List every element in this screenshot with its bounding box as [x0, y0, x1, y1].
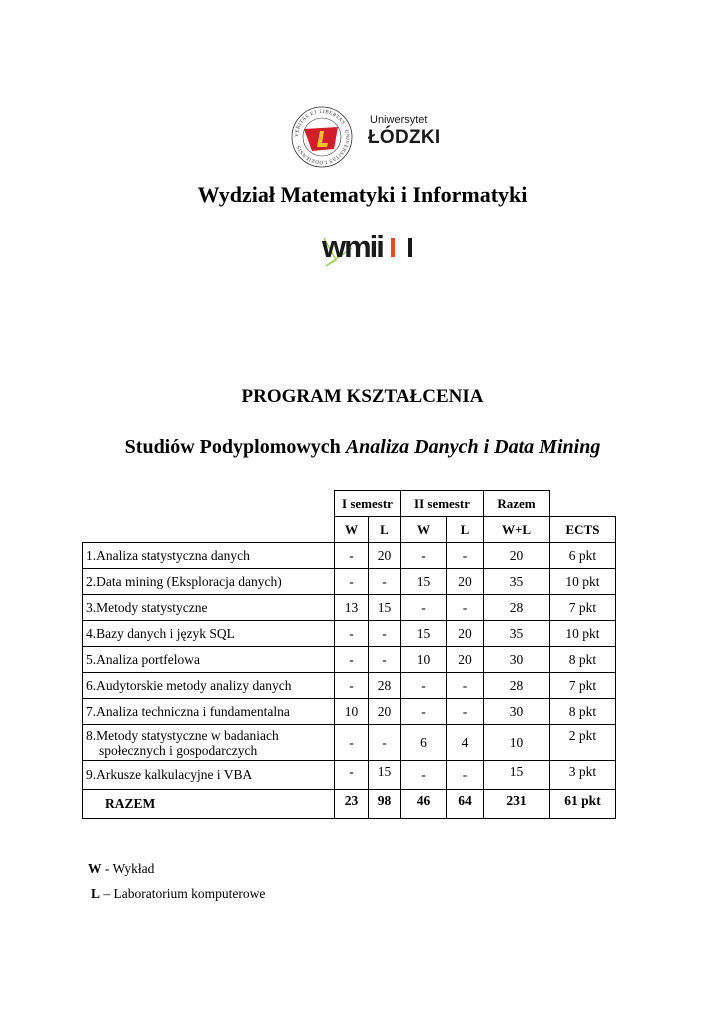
university-name-line2: ŁÓDZKI	[368, 127, 441, 148]
table-row	[83, 673, 616, 699]
wmii-logo-icon	[318, 226, 428, 270]
table-sub-header-row	[83, 517, 616, 543]
wmii-logo-text: wmii	[322, 229, 383, 264]
course-name: 5.Analiza portfelowa	[83, 647, 335, 673]
program-title: PROGRAM KSZTAŁCENIA	[241, 386, 484, 407]
header-semester-1: I semestr	[335, 491, 401, 517]
cell-s2-l: -	[447, 673, 484, 699]
header-w-plus-l: W+L	[484, 517, 550, 543]
cell-s2-l: 20	[447, 647, 484, 673]
course-name-line2: społecznych i gospodarczych	[99, 742, 258, 758]
cell-s2-l: 20	[447, 621, 484, 647]
cell-s2-l: 20	[447, 569, 484, 595]
curriculum-table	[82, 490, 616, 819]
cell-ects: 10 pkt	[550, 621, 616, 647]
table-group-header-row	[83, 491, 616, 517]
university-name-line1: Uniwersytet	[370, 114, 428, 126]
course-name: 7.Analiza techniczna i fundamentalna	[83, 699, 335, 725]
cell-ects: 8 pkt	[550, 699, 616, 725]
table-row	[83, 647, 616, 673]
cell-s2-w: 10	[401, 647, 447, 673]
cell-ects: 7 pkt	[550, 673, 616, 699]
cell-ects: 2 pkt	[550, 725, 616, 761]
faculty-title: Wydział Matematyki i Informatyki	[197, 182, 528, 207]
cell-s1-w: -	[335, 647, 369, 673]
cell-s1-w: -	[335, 725, 369, 761]
cell-s2-w: -	[401, 595, 447, 621]
table-row	[83, 761, 616, 790]
course-name: 3.Metody statystyczne	[83, 595, 335, 621]
cell-s2-w: -	[401, 699, 447, 725]
table-row	[83, 621, 616, 647]
cell-s1-w: -	[335, 673, 369, 699]
cell-total: 30	[484, 699, 550, 725]
table-row	[83, 569, 616, 595]
cell-s1-l: 20	[369, 543, 401, 569]
cell-total: 10	[484, 725, 550, 761]
cell-s1-l: -	[369, 569, 401, 595]
course-name-line1: 8.Metody statystyczne w badaniach	[86, 727, 279, 743]
header-s2-w: W	[401, 517, 447, 543]
cell-s2-l: 4	[447, 725, 484, 761]
cell-s2-l: -	[447, 595, 484, 621]
cell-s2-l: -	[447, 761, 484, 790]
cell-s1-w: -	[335, 569, 369, 595]
university-name	[368, 114, 441, 149]
table-row	[83, 595, 616, 621]
cell-total: 35	[484, 569, 550, 595]
cell-s1-w: 10	[335, 699, 369, 725]
header-s1-w: W	[335, 517, 369, 543]
table-row	[83, 725, 616, 761]
cell-s1-l: 15	[369, 595, 401, 621]
cell-s1-l: 28	[369, 673, 401, 699]
subtitle-regular: Studiów Podyplomowych	[124, 436, 346, 458]
legend-w-key: W	[88, 861, 102, 876]
seal-text: VERITAS ET LIBERTAS · UNIVERSITAS LODZIENSIS	[293, 108, 351, 166]
total-s2-l: 64	[447, 790, 484, 819]
cell-ects: 3 pkt	[550, 761, 616, 790]
cell-total: 35	[484, 621, 550, 647]
program-subtitle	[0, 436, 725, 459]
subtitle-italic: Analiza Danych i Data Mining	[345, 436, 601, 458]
university-seal-icon	[290, 105, 354, 169]
cell-s1-l: 20	[369, 699, 401, 725]
course-name: 9.Arkusze kalkulacyjne i VBA	[83, 761, 335, 790]
total-s2-w: 46	[401, 790, 447, 819]
course-name: 4.Bazy danych i język SQL	[83, 621, 335, 647]
cell-ects: 10 pkt	[550, 569, 616, 595]
cell-s2-l: -	[447, 699, 484, 725]
total-ects: 61 pkt	[550, 790, 616, 819]
cell-s2-w: -	[401, 543, 447, 569]
cell-s2-w: 15	[401, 569, 447, 595]
cell-s1-w: -	[335, 761, 369, 790]
cell-s2-l: -	[447, 543, 484, 569]
cell-s1-w: -	[335, 543, 369, 569]
cell-s2-w: -	[401, 673, 447, 699]
legend-l-text: – Laboratorium komputerowe	[100, 886, 266, 901]
cell-total: 28	[484, 595, 550, 621]
course-name: 2.Data mining (Eksploracja danych)	[83, 569, 335, 595]
header-semester-2: II semestr	[401, 491, 484, 517]
cell-ects: 8 pkt	[550, 647, 616, 673]
legend-l-key: L	[91, 886, 101, 901]
legend-laboratorium	[91, 886, 265, 902]
table-total-row	[83, 790, 616, 819]
total-s1-l: 98	[369, 790, 401, 819]
cell-s1-l: -	[369, 725, 401, 761]
cell-s2-w: 6	[401, 725, 447, 761]
legend-w-text: - Wykład	[101, 861, 155, 876]
total-w-plus-l: 231	[484, 790, 550, 819]
course-name: 6.Audytorskie metody analizy danych	[83, 673, 335, 699]
header-ects: ECTS	[550, 517, 616, 543]
legend-wyklad	[88, 861, 154, 877]
course-name	[83, 725, 335, 761]
cell-s1-l: -	[369, 621, 401, 647]
cell-s1-l: 15	[369, 761, 401, 790]
header-s1-l: L	[369, 517, 401, 543]
cell-s1-w: -	[335, 621, 369, 647]
university-logo	[290, 105, 450, 169]
cell-s1-l: -	[369, 647, 401, 673]
table-row	[83, 699, 616, 725]
course-name: 1.Analiza statystyczna danych	[83, 543, 335, 569]
cell-total: 30	[484, 647, 550, 673]
cell-s1-w: 13	[335, 595, 369, 621]
total-s1-w: 23	[335, 790, 369, 819]
cell-total: 20	[484, 543, 550, 569]
cell-total: 28	[484, 673, 550, 699]
header-razem: Razem	[484, 491, 550, 517]
header-s2-l: L	[447, 517, 484, 543]
cell-total: 15	[484, 761, 550, 790]
cell-s2-w: -	[401, 761, 447, 790]
cell-ects: 6 pkt	[550, 543, 616, 569]
cell-s2-w: 15	[401, 621, 447, 647]
table-row	[83, 543, 616, 569]
total-label: RAZEM	[83, 790, 335, 819]
cell-ects: 7 pkt	[550, 595, 616, 621]
